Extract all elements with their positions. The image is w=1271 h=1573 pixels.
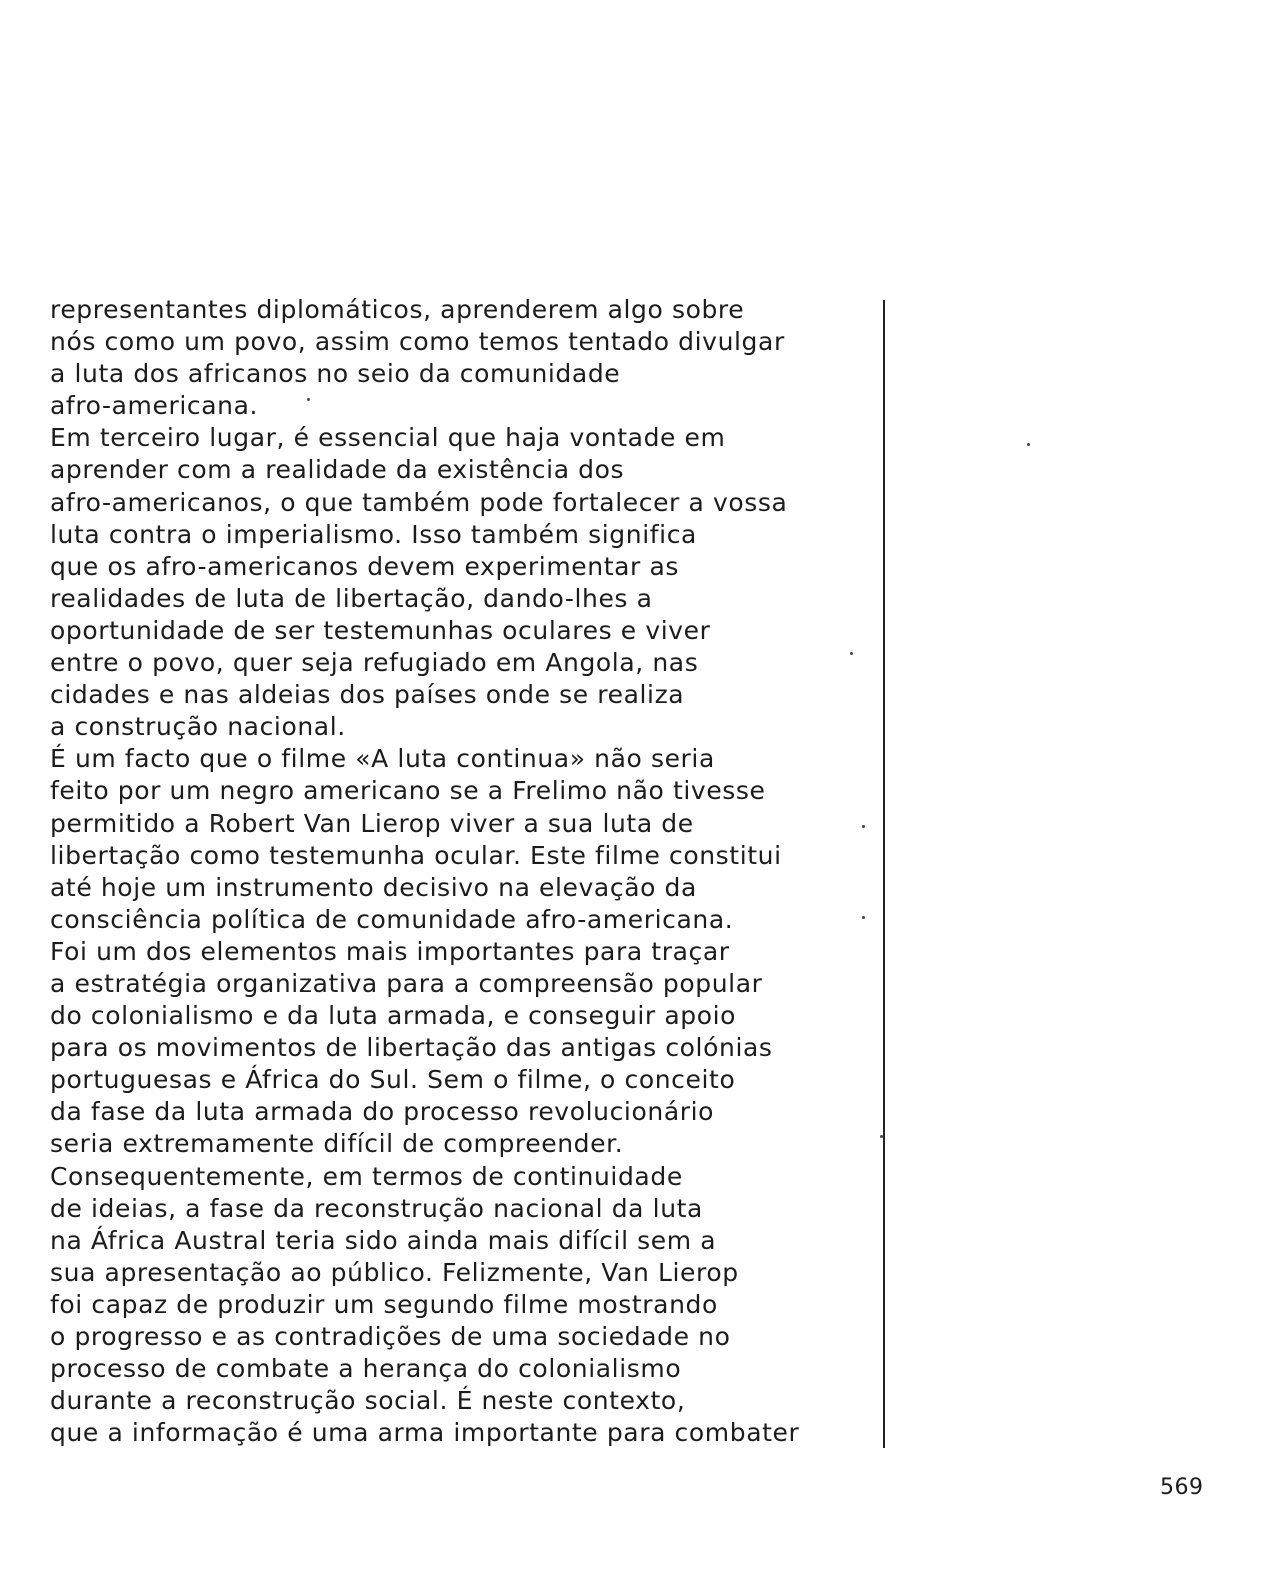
speck-dot — [862, 916, 865, 919]
text-line-8: luta contra o imperialismo. Isso também significa — [50, 519, 697, 549]
text-line-23: do colonialismo e da luta armada, e conseguir apoio — [50, 1001, 737, 1031]
text-line-33: o progresso e as contradições de uma sociedade no — [50, 1322, 731, 1351]
text-line-14: a construção nacional. — [50, 712, 346, 742]
speck-dot — [307, 398, 310, 401]
text-line-6: aprender com a realidade da existência dos — [50, 455, 625, 485]
text-line-2: nós como um povo, assim como temos tentado divulgar — [50, 327, 785, 357]
text-line-10: realidades de luta de libertação, dando-lhes a — [50, 583, 653, 613]
text-line-36: que a informação é uma arma importante para combater — [50, 1418, 800, 1448]
text-line-3: a luta dos africanos no seio da comunidade — [50, 359, 621, 389]
text-line-4: afro-americana. — [50, 391, 259, 421]
text-line-12: entre o povo, quer seja refugiado em Angola, nas — [50, 648, 699, 678]
text-line-32: foi capaz de produzir um segundo filme mostrando — [50, 1289, 718, 1319]
text-line-27: seria extremamente difícil de compreender. — [50, 1129, 624, 1159]
text-line-29: de ideias, a fase da reconstrução nacional da luta — [50, 1193, 703, 1223]
text-line-11: oportunidade de ser testemunhas oculares e viver — [50, 615, 711, 645]
text-line-7: afro-americanos, o que também pode fortalecer a vossa — [50, 487, 788, 517]
speck-dot — [862, 825, 865, 828]
text-line-35: durante a reconstrução social. É neste contexto, — [50, 1386, 686, 1416]
page-number: 569 — [1160, 1475, 1204, 1500]
text-line-16: feito por um negro americano se a Frelimo não tivesse — [50, 776, 766, 806]
text-line-34: processo de combate a herança do colonialismo — [50, 1354, 682, 1384]
text-line-17: permitido a Robert Van Lierop viver a sua luta de — [50, 808, 694, 838]
body-text — [50, 294, 880, 1449]
margin-rule — [883, 300, 885, 1448]
text-line-5: Em terceiro lugar, é essencial que haja vontade em — [50, 423, 726, 453]
text-line-25: portuguesas e África do Sul. Sem o filme, o conceito — [50, 1065, 736, 1095]
text-line-18: libertação como testemunha ocular. Este filme constitui — [50, 840, 782, 870]
text-line-28: Consequentemente, em termos de continuidade — [50, 1161, 683, 1191]
text-line-15: É um facto que o filme «A luta continua» não seria — [50, 744, 715, 774]
text-line-20: consciência política de comunidade afro-americana. — [50, 904, 734, 934]
text-line-19: até hoje um instrumento decisivo na elevação da — [50, 872, 697, 902]
text-line-22: a estratégia organizativa para a compreensão popular — [50, 968, 763, 998]
text-line-30: na África Austral teria sido ainda mais difícil sem a — [50, 1225, 717, 1255]
text-line-31: sua apresentação ao público. Felizmente, Van Lierop — [50, 1257, 739, 1287]
text-line-9: que os afro-americanos devem experimentar as — [50, 551, 679, 581]
speck-dot — [880, 1135, 883, 1138]
speck-dot — [850, 652, 853, 655]
text-line-24: para os movimentos de libertação das antigas colónias — [50, 1033, 773, 1063]
speck-dot — [1027, 443, 1030, 446]
text-line-13: cidades e nas aldeias dos países onde se realiza — [50, 680, 685, 710]
text-line-21: Foi um dos elementos mais importantes para traçar — [50, 936, 730, 966]
text-line-26: da fase da luta armada do processo revolucionário — [50, 1097, 715, 1127]
text-line-1: representantes diplomáticos, aprenderem algo sobre — [50, 295, 745, 324]
